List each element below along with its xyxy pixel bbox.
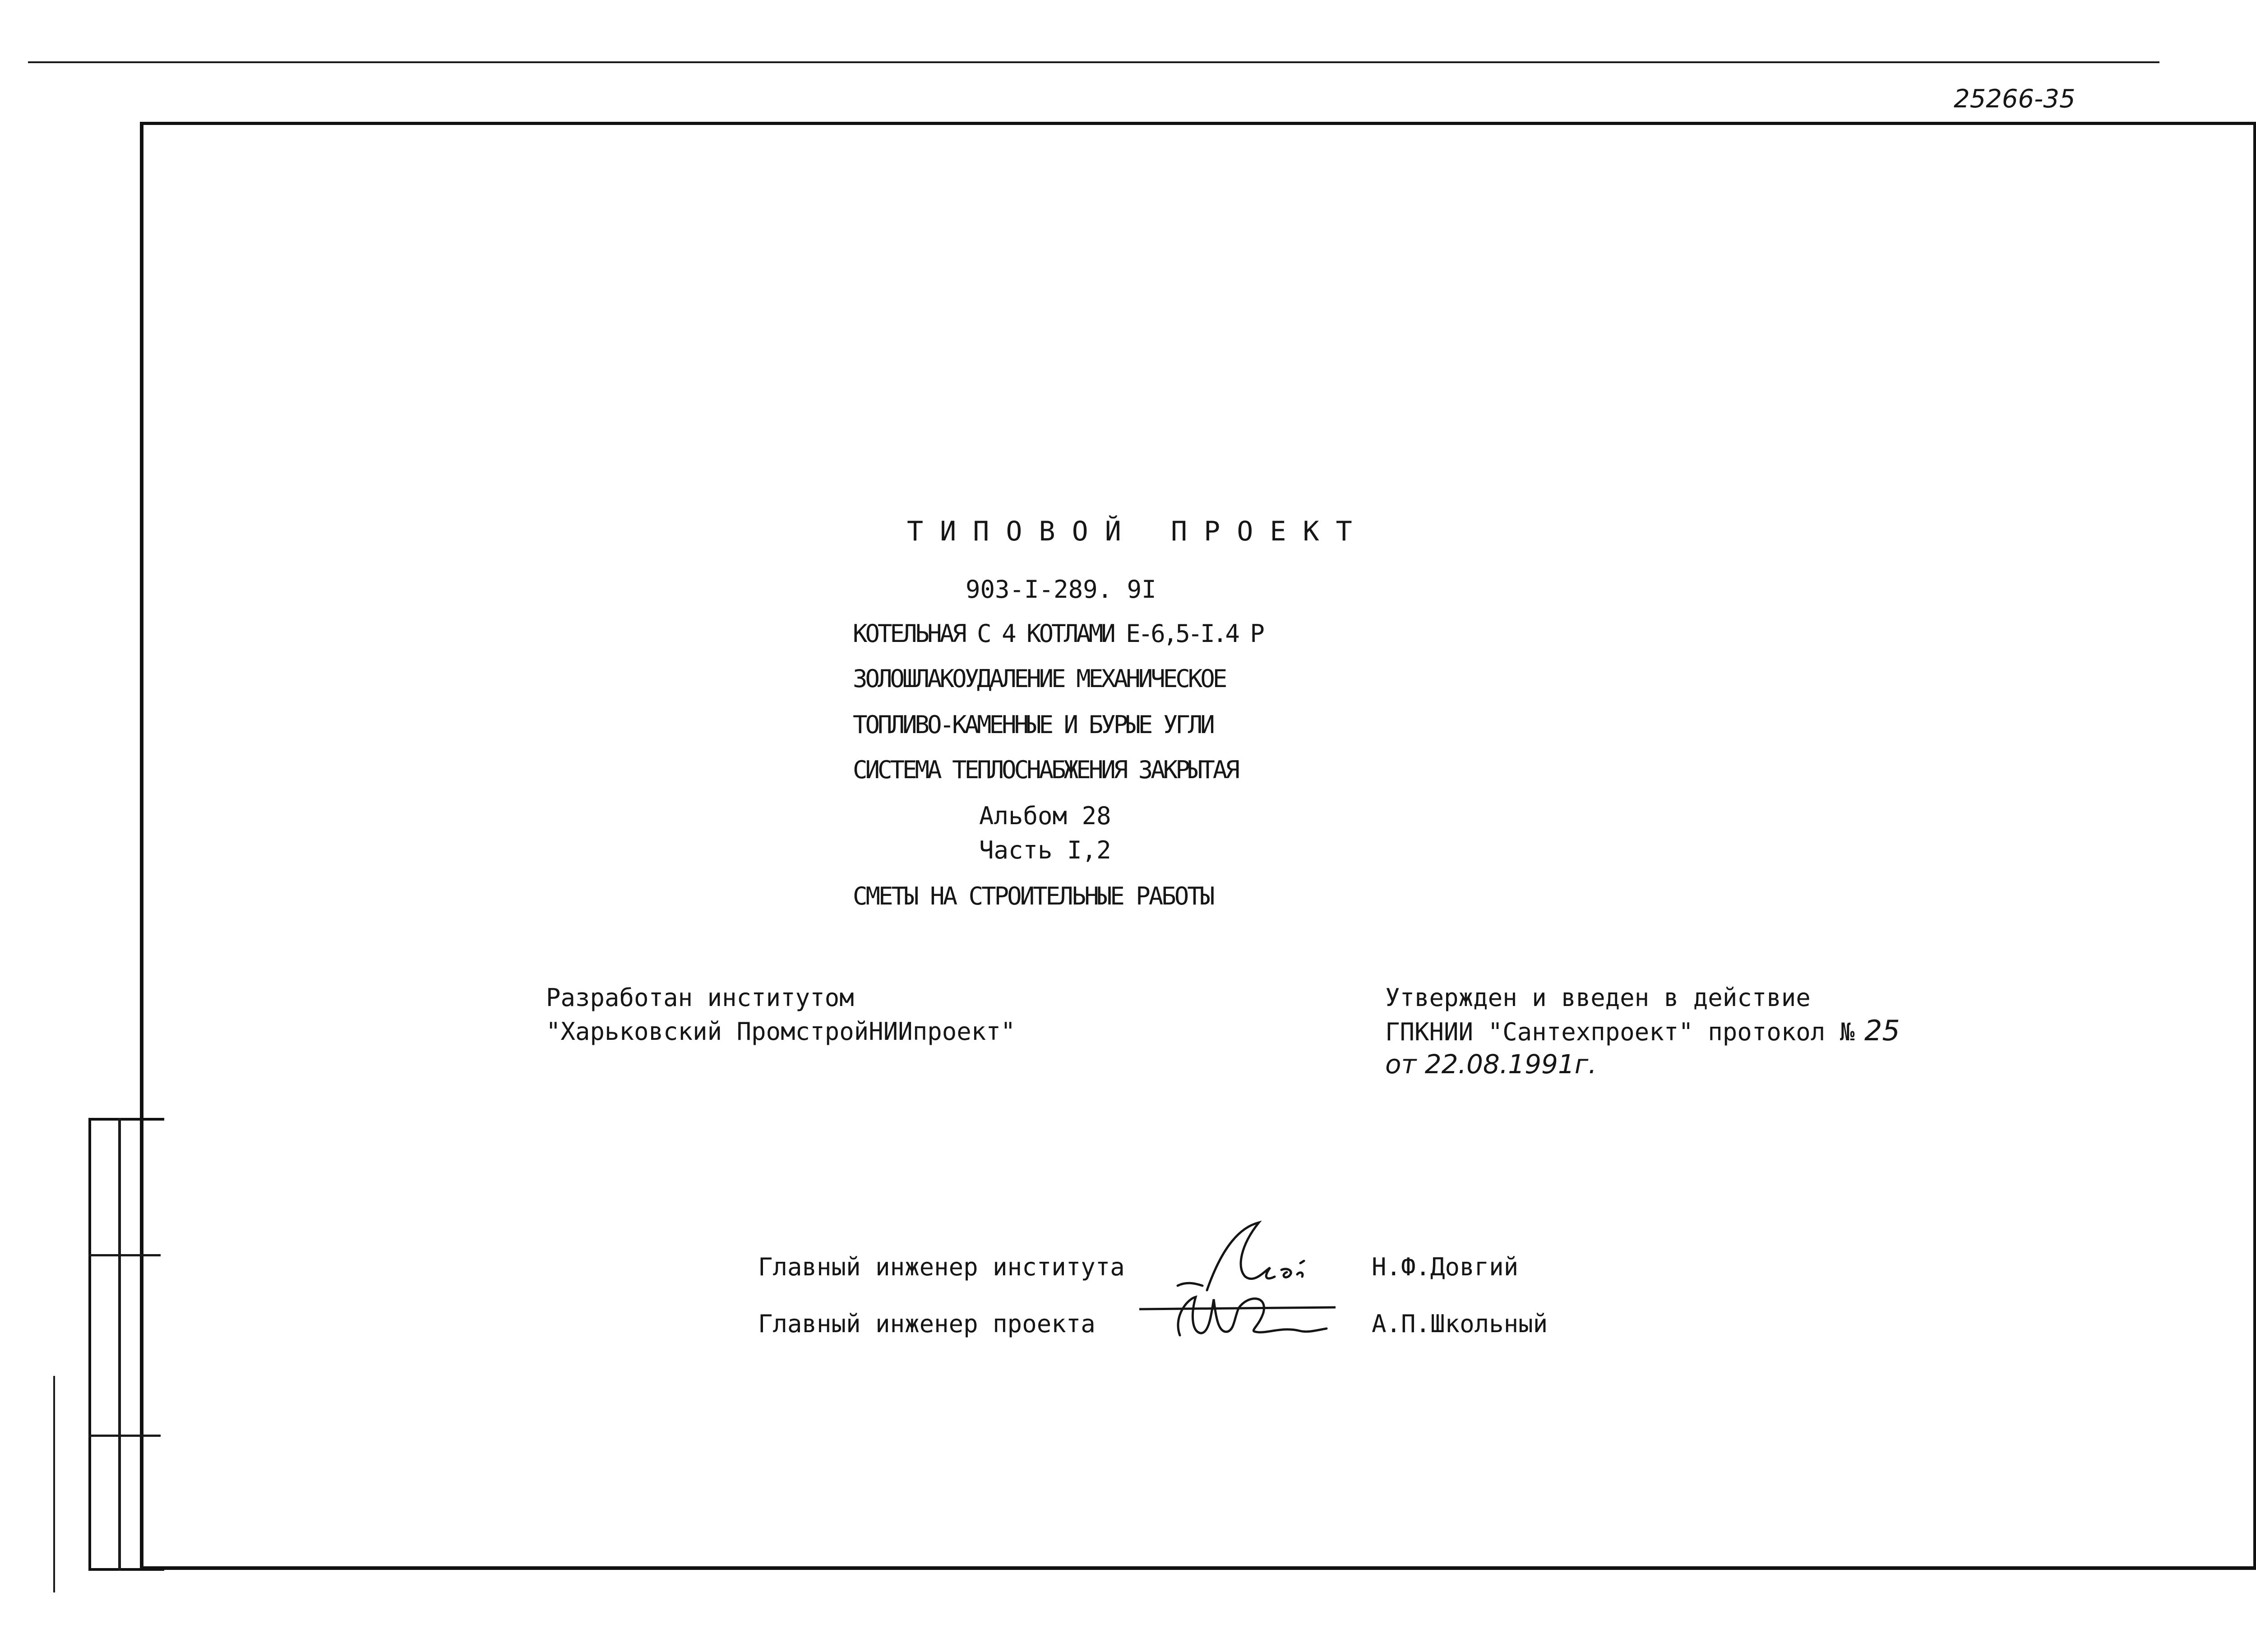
approval-line-1: Утвержден и введен в действие xyxy=(1385,983,1811,1012)
signature-mark-2 xyxy=(1137,1281,1336,1344)
approval-line-2 xyxy=(1385,1014,1900,1047)
drawing-frame xyxy=(140,122,2256,1570)
title-line-1: КОТЕЛЬНАЯ С 4 КОТЛАМИ Е-6,5-I.4 Р xyxy=(853,619,1262,648)
part-label: Часть I,2 xyxy=(979,836,1111,864)
outer-sheet-top-edge xyxy=(28,61,2159,63)
approval-date: от 22.08.1991г. xyxy=(1385,1049,1597,1080)
binding-strip-row-line xyxy=(88,1254,161,1256)
title-subject: СМЕТЫ НА СТРОИТЕЛЬНЫЕ РАБОТЫ xyxy=(853,882,1213,910)
signature-role-2: Главный инженер проекта xyxy=(758,1310,1096,1338)
title-line-3: ТОПЛИВО-КАМЕННЫЕ И БУРЫЕ УГЛИ xyxy=(853,711,1213,739)
title-line-4: СИСТЕМА ТЕПЛОСНАБЖЕНИЯ ЗАКРЫТАЯ xyxy=(853,756,1238,784)
approval-protocol-text: ГПКНИИ "Сантехпроект" протокол № xyxy=(1385,1018,1855,1046)
project-number: 903-I-289. 9I xyxy=(966,575,1156,604)
binding-strip-row-line xyxy=(88,1435,161,1437)
binding-strip-divider xyxy=(118,1118,121,1571)
corner-stamp: 25266-35 xyxy=(1954,84,2076,114)
developer-line-2: "Харьковский ПромстройНИИпроект" xyxy=(546,1017,1016,1046)
signature-name-1: Н.Ф.Довгий xyxy=(1372,1253,1519,1281)
outer-sheet-left-edge xyxy=(53,1376,55,1592)
binding-strip xyxy=(88,1118,164,1571)
signature-role-1: Главный инженер института xyxy=(758,1253,1125,1281)
album-label: Альбом 28 xyxy=(979,802,1111,830)
title-heading: ТИПОВОЙ ПРОЕКТ xyxy=(907,516,1369,547)
approval-protocol-number: 25 xyxy=(1864,1014,1900,1047)
title-line-2: ЗОЛОШЛАКОУДАЛЕНИЕ МЕХАНИЧЕСКОЕ xyxy=(853,664,1225,693)
developer-line-1: Разработан институтом xyxy=(546,983,854,1012)
signature-name-2: А.П.Школьный xyxy=(1372,1310,1548,1338)
